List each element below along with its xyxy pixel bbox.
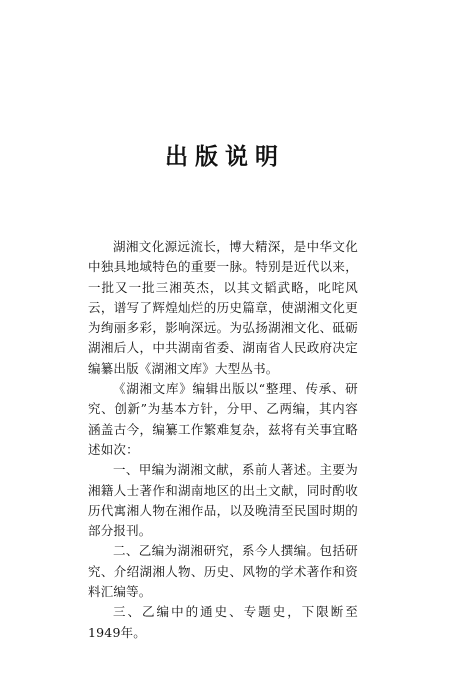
paragraph-3: 一、甲编为湖湘文献，系前人著述。主要为湘籍人士著作和湖南地区的出土文献，同时酌收历代寓湘人物在湘作品，以及晚清至民国时期的部分报刊。 — [88, 462, 358, 539]
paragraph-2: 《湖湘文库》编辑出版以“整理、传承、研究、创新”为基本方针，分甲、乙两编，其内容涵盖古今，编纂工作繁难复杂，兹将有关事宜略述如次： — [88, 381, 358, 457]
paragraph-5: 三、乙编中的通史、专题史，下限断至1949年。 — [88, 604, 358, 640]
body-text — [88, 237, 358, 643]
paragraph-1: 湖湘文化源远流长，博大精深，是中华文化中独具地域特色的重要一脉。特别是近代以来，一批又一批三湘英杰，以其文韬武略，叱咤风云，谱写了辉煌灿烂的历史篇章，使湖湘文化更为绚丽多彩，影响深远。为弘扬湖湘文化、砥砺湖湘后人，中共湖南省委、湖南省人民政府决定编纂出版《湖湘文库》大型丛书。 — [88, 239, 358, 376]
paragraph-4: 二、乙编为湖湘研究，系今人撰编。包括研究、介绍湖湘人物、历史、风物的学术著作和资料汇编等。 — [88, 543, 358, 600]
page-title: 出版说明 — [165, 144, 285, 170]
